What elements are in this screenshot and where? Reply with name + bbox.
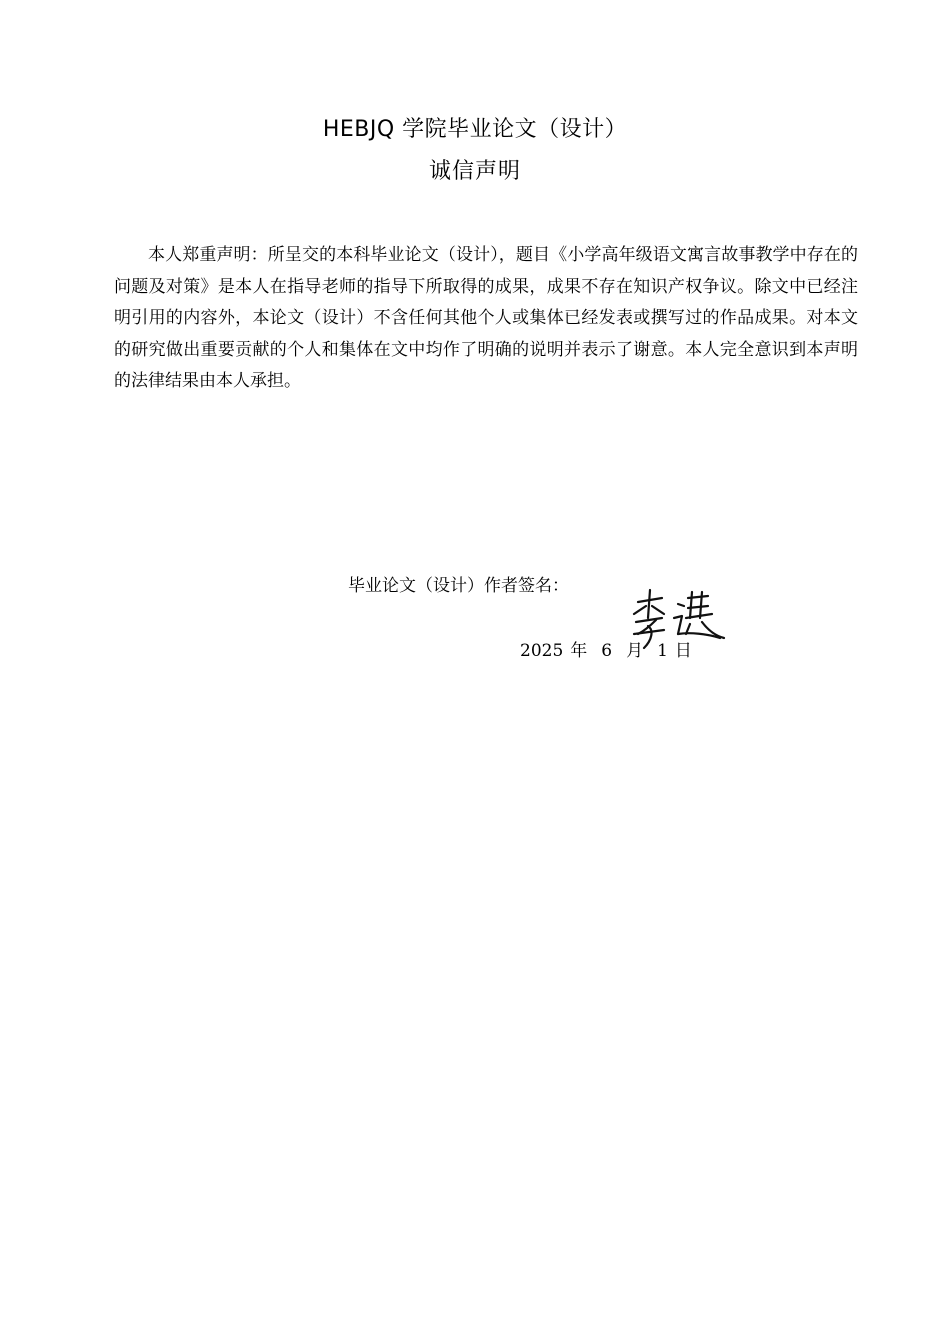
signature-label: 毕业论文（设计）作者签名： (348, 576, 569, 596)
date-year: 2025 (520, 641, 564, 661)
date-day-unit: 日 (674, 641, 692, 661)
date-month: 6 (601, 641, 613, 661)
title-block (0, 112, 950, 190)
document-subtitle: 诚信声明 (428, 159, 521, 184)
date-line (520, 637, 692, 665)
declaration-paragraph: 本人郑重声明：所呈交的本科毕业论文（设计），题目《小学高年级语文寓言故事教学中存在的问题及对策》是本人在指导老师的指导下所取得的成果，成果不存在知识产权争议。除文中已经注明引用的内容外，本论文（设计）不含任何其他个人或集体已经发表或撰写过的作品成果。对本文的研究做出重要贡献的个人和集体在文中均作了明确的说明并表示了谢意。本人完全意识到本声明的法律结果由本人承担。 (114, 245, 858, 391)
date-month-unit: 月 (626, 641, 644, 661)
date-day: 1 (657, 641, 668, 661)
document-title: HEBJQ 学院毕业论文（设计） (322, 117, 628, 142)
date-year-unit: 年 (570, 641, 588, 661)
